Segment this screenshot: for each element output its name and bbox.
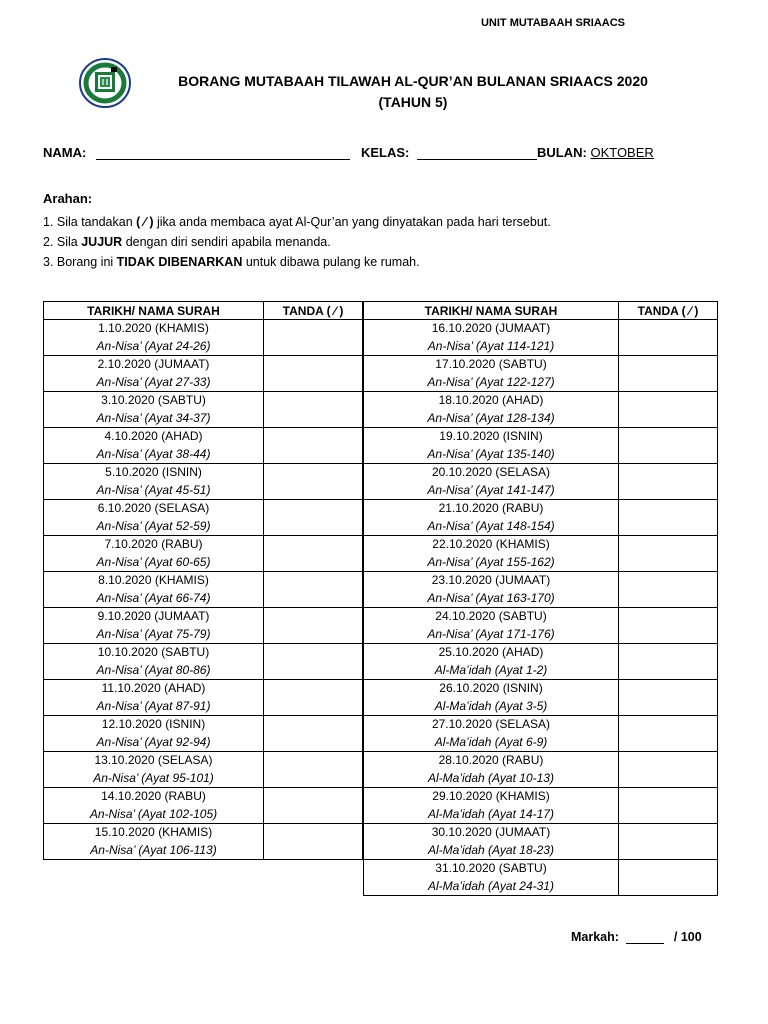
tanda-cell[interactable] xyxy=(264,824,363,860)
arahan-3-text-end: untuk dibawa pulang ke rumah. xyxy=(242,255,420,269)
date-text: 31.10.2020 (SABTU) xyxy=(435,861,547,875)
tanda-cell[interactable] xyxy=(264,392,363,428)
date-text: 3.10.2020 (SABTU) xyxy=(101,393,206,407)
checkmark-symbol: ( ⁄ ) xyxy=(136,215,154,229)
date-surah-cell xyxy=(44,824,264,860)
arahan-2-text-end: dengan diri sendiri apabila menanda. xyxy=(122,235,331,249)
surah-text: An-Nisa’ (Ayat 45-51) xyxy=(96,482,211,497)
surah-text: An-Nisa’ (Ayat 114-121) xyxy=(427,338,555,353)
bulan-field xyxy=(537,145,654,160)
date-text: 21.10.2020 (RABU) xyxy=(438,501,544,515)
tanda-cell[interactable] xyxy=(264,356,363,392)
arahan-2-text: 2. Sila xyxy=(43,235,82,249)
tanda-cell[interactable] xyxy=(619,680,718,716)
nama-field xyxy=(43,145,350,160)
surah-text: Al-Ma’idah (Ayat 14-17) xyxy=(428,806,554,821)
date-surah-cell xyxy=(44,428,264,464)
date-text: 2.10.2020 (JUMAAT) xyxy=(97,357,210,371)
arahan-2-bold: JUJUR xyxy=(81,235,123,249)
tanda-cell[interactable] xyxy=(619,572,718,608)
surah-text: Al-Ma’idah (Ayat 24-31) xyxy=(428,878,554,893)
date-text: 29.10.2020 (KHAMIS) xyxy=(432,789,550,803)
surah-text: An-Nisa’ (Ayat 155-162) xyxy=(427,554,555,569)
kelas-label: KELAS: xyxy=(361,145,410,160)
arahan-heading: Arahan: xyxy=(43,191,93,206)
tanda-cell[interactable] xyxy=(619,752,718,788)
tanda-cell[interactable] xyxy=(619,824,718,860)
date-surah-cell xyxy=(44,716,264,752)
date-text: 27.10.2020 (SELASA) xyxy=(431,717,551,731)
date-surah-cell xyxy=(364,608,619,644)
table-row xyxy=(364,788,718,824)
surah-text: Al-Ma’idah (Ayat 10-13) xyxy=(428,770,554,785)
surah-text: An-Nisa’ (Ayat 128-134) xyxy=(427,410,555,425)
date-surah-cell xyxy=(44,788,264,824)
bulan-label: BULAN: xyxy=(537,145,587,160)
table-row xyxy=(44,356,363,392)
markah-input-line[interactable] xyxy=(626,931,664,944)
date-text: 24.10.2020 (SABTU) xyxy=(435,609,547,623)
date-surah-cell xyxy=(364,752,619,788)
date-surah-cell xyxy=(364,536,619,572)
surah-text: An-Nisa’ (Ayat 171-176) xyxy=(427,626,555,641)
tanda-cell[interactable] xyxy=(619,716,718,752)
table-row xyxy=(364,500,718,536)
surah-text: An-Nisa’ (Ayat 102-105) xyxy=(89,806,218,821)
tanda-cell[interactable] xyxy=(619,464,718,500)
date-text: 4.10.2020 (AHAD) xyxy=(104,429,203,443)
tanda-cell[interactable] xyxy=(619,320,718,356)
date-text: 15.10.2020 (KHAMIS) xyxy=(94,825,213,839)
nama-input-line[interactable] xyxy=(96,147,350,160)
date-text: 30.10.2020 (JUMAAT) xyxy=(431,825,551,839)
surah-text: An-Nisa’ (Ayat 27-33) xyxy=(96,374,211,389)
table-row xyxy=(44,716,363,752)
table-left xyxy=(43,301,363,860)
tanda-cell[interactable] xyxy=(264,608,363,644)
date-surah-cell xyxy=(364,464,619,500)
date-surah-cell xyxy=(44,392,264,428)
surah-text: An-Nisa’ (Ayat 92-94) xyxy=(96,734,211,749)
table-row xyxy=(44,464,363,500)
surah-text: An-Nisa’ (Ayat 141-147) xyxy=(427,482,555,497)
tanda-cell[interactable] xyxy=(619,500,718,536)
table-row xyxy=(364,428,718,464)
table-row xyxy=(364,320,718,356)
date-text: 25.10.2020 (AHAD) xyxy=(438,645,544,659)
date-surah-cell xyxy=(44,500,264,536)
date-text: 11.10.2020 (AHAD) xyxy=(101,681,206,695)
surah-text: An-Nisa’ (Ayat 38-44) xyxy=(96,446,211,461)
table-row xyxy=(364,824,718,860)
tanda-cell[interactable] xyxy=(264,500,363,536)
table-row xyxy=(364,536,718,572)
tanda-cell[interactable] xyxy=(264,572,363,608)
surah-text: Al-Ma’idah (Ayat 6-9) xyxy=(434,734,548,749)
bulan-value: OKTOBER xyxy=(590,145,654,160)
tanda-cell[interactable] xyxy=(619,392,718,428)
date-text: 5.10.2020 (ISNIN) xyxy=(105,465,202,479)
table-row xyxy=(44,680,363,716)
surah-text: An-Nisa’ (Ayat 106-113) xyxy=(90,842,217,857)
markah-label: Markah: xyxy=(571,930,619,944)
date-surah-cell xyxy=(364,860,619,896)
table-row xyxy=(44,572,363,608)
surah-text: Al-Ma’idah (Ayat 18-23) xyxy=(428,842,554,857)
arahan-3-bold: TIDAK DIBENARKAN xyxy=(116,255,243,269)
table-row xyxy=(44,536,363,572)
nama-label: NAMA: xyxy=(43,145,87,160)
date-surah-cell xyxy=(364,428,619,464)
tanda-cell[interactable] xyxy=(264,644,363,680)
date-surah-cell xyxy=(44,536,264,572)
tanda-cell[interactable] xyxy=(619,860,718,896)
tanda-cell[interactable] xyxy=(264,788,363,824)
date-text: 17.10.2020 (SABTU) xyxy=(435,357,547,371)
tanda-cell[interactable] xyxy=(264,752,363,788)
table-row xyxy=(364,356,718,392)
date-surah-cell xyxy=(364,644,619,680)
surah-text: Al-Ma’idah (Ayat 3-5) xyxy=(434,698,548,713)
table-row xyxy=(44,500,363,536)
markah-total: / 100 xyxy=(673,930,702,944)
date-text: 13.10.2020 (SELASA) xyxy=(94,753,213,767)
table-row xyxy=(44,644,363,680)
table-row xyxy=(44,752,363,788)
table-row xyxy=(44,608,363,644)
surah-text: An-Nisa’ (Ayat 52-59) xyxy=(96,518,211,533)
tanda-cell[interactable] xyxy=(619,536,718,572)
date-surah-cell xyxy=(44,572,264,608)
date-text: 16.10.2020 (JUMAAT) xyxy=(431,321,551,335)
table-row xyxy=(44,824,363,860)
date-surah-cell xyxy=(364,500,619,536)
tanda-cell[interactable] xyxy=(264,464,363,500)
kelas-input-line[interactable] xyxy=(417,147,537,160)
table-row xyxy=(44,428,363,464)
surah-text: An-Nisa’ (Ayat 66-74) xyxy=(96,590,211,605)
date-surah-cell xyxy=(44,680,264,716)
table-row xyxy=(44,320,363,356)
date-surah-cell xyxy=(364,356,619,392)
surah-text: An-Nisa’ (Ayat 122-127) xyxy=(427,374,555,389)
table-row xyxy=(44,392,363,428)
date-text: 7.10.2020 (RABU) xyxy=(104,537,203,551)
date-surah-cell xyxy=(364,788,619,824)
col-header-tarikh: TARIKH/ NAMA SURAH xyxy=(44,302,264,320)
tanda-cell[interactable] xyxy=(264,716,363,752)
tanda-cell[interactable] xyxy=(619,356,718,392)
col-header-tarikh: TARIKH/ NAMA SURAH xyxy=(364,302,619,320)
date-text: 8.10.2020 (KHAMIS) xyxy=(98,573,209,587)
surah-text: An-Nisa’ (Ayat 163-170) xyxy=(427,590,555,605)
date-surah-cell xyxy=(364,716,619,752)
tanda-cell[interactable] xyxy=(264,428,363,464)
date-surah-cell xyxy=(44,644,264,680)
arahan-line-1 xyxy=(43,212,551,232)
surah-text: An-Nisa’ (Ayat 24-26) xyxy=(96,338,211,353)
date-surah-cell xyxy=(44,608,264,644)
tanda-cell[interactable] xyxy=(619,608,718,644)
arahan-1-text: 1. Sila tandakan xyxy=(43,215,137,229)
table-row xyxy=(364,392,718,428)
surah-text: An-Nisa’ (Ayat 148-154) xyxy=(427,518,555,533)
tanda-cell[interactable] xyxy=(264,680,363,716)
date-text: 26.10.2020 (ISNIN) xyxy=(439,681,543,695)
form-title: BORANG MUTABAAH TILAWAH AL-QUR’AN BULANAN SRIAACS 2020 xyxy=(178,73,648,89)
table-row xyxy=(364,716,718,752)
table-row xyxy=(364,608,718,644)
arahan-3-text: 3. Borang ini xyxy=(43,255,117,269)
date-surah-cell xyxy=(364,680,619,716)
table-row xyxy=(364,860,718,896)
tanda-cell[interactable] xyxy=(619,428,718,464)
arahan-line-2 xyxy=(43,232,331,252)
table-right xyxy=(363,301,718,896)
date-text: 9.10.2020 (JUMAAT) xyxy=(97,609,210,623)
markah-field xyxy=(571,930,702,944)
date-surah-cell xyxy=(364,572,619,608)
date-text: 20.10.2020 (SELASA) xyxy=(431,465,551,479)
date-surah-cell xyxy=(44,464,264,500)
surah-text: An-Nisa’ (Ayat 80-86) xyxy=(96,662,211,677)
table-row xyxy=(44,788,363,824)
form-subtitle: (TAHUN 5) xyxy=(378,94,448,110)
surah-text: An-Nisa’ (Ayat 87-91) xyxy=(96,698,211,713)
table-row xyxy=(364,752,718,788)
school-crest-logo xyxy=(79,57,131,109)
table-row xyxy=(364,644,718,680)
date-text: 14.10.2020 (RABU) xyxy=(101,789,206,803)
date-text: 28.10.2020 (RABU) xyxy=(438,753,544,767)
table-row xyxy=(364,464,718,500)
date-text: 12.10.2020 (ISNIN) xyxy=(101,717,206,731)
surah-text: An-Nisa’ (Ayat 95-101) xyxy=(93,770,214,785)
table-row xyxy=(364,572,718,608)
date-surah-cell xyxy=(364,320,619,356)
unit-label: UNIT MUTABAAH SRIAACS xyxy=(480,17,625,29)
date-text: 18.10.2020 (AHAD) xyxy=(438,393,544,407)
surah-text: Al-Ma’idah (Ayat 1-2) xyxy=(434,662,548,677)
date-text: 1.10.2020 (KHAMIS) xyxy=(98,321,209,335)
date-surah-cell xyxy=(44,320,264,356)
col-header-tanda: TANDA ( ⁄ ) xyxy=(619,302,718,320)
tanda-cell[interactable] xyxy=(264,536,363,572)
arahan-line-3 xyxy=(43,252,420,272)
tanda-cell[interactable] xyxy=(264,320,363,356)
tanda-cell[interactable] xyxy=(619,788,718,824)
kelas-field xyxy=(361,145,537,160)
date-text: 6.10.2020 (SELASA) xyxy=(97,501,210,515)
date-text: 19.10.2020 (ISNIN) xyxy=(439,429,543,443)
date-surah-cell xyxy=(364,392,619,428)
surah-text: An-Nisa’ (Ayat 135-140) xyxy=(427,446,555,461)
table-row xyxy=(364,680,718,716)
date-text: 22.10.2020 (KHAMIS) xyxy=(432,537,550,551)
tanda-cell[interactable] xyxy=(619,644,718,680)
date-text: 10.10.2020 (SABTU) xyxy=(97,645,210,659)
surah-text: An-Nisa’ (Ayat 60-65) xyxy=(96,554,211,569)
date-surah-cell xyxy=(44,356,264,392)
surah-text: An-Nisa’ (Ayat 75-79) xyxy=(96,626,211,641)
surah-text: An-Nisa’ (Ayat 34-37) xyxy=(96,410,211,425)
date-surah-cell xyxy=(44,752,264,788)
date-surah-cell xyxy=(364,824,619,860)
arahan-1-text-end: jika anda membaca ayat Al-Qur’an yang dinyatakan pada hari tersebut. xyxy=(153,215,551,229)
date-text: 23.10.2020 (JUMAAT) xyxy=(431,573,551,587)
col-header-tanda: TANDA ( ⁄ ) xyxy=(264,302,363,320)
